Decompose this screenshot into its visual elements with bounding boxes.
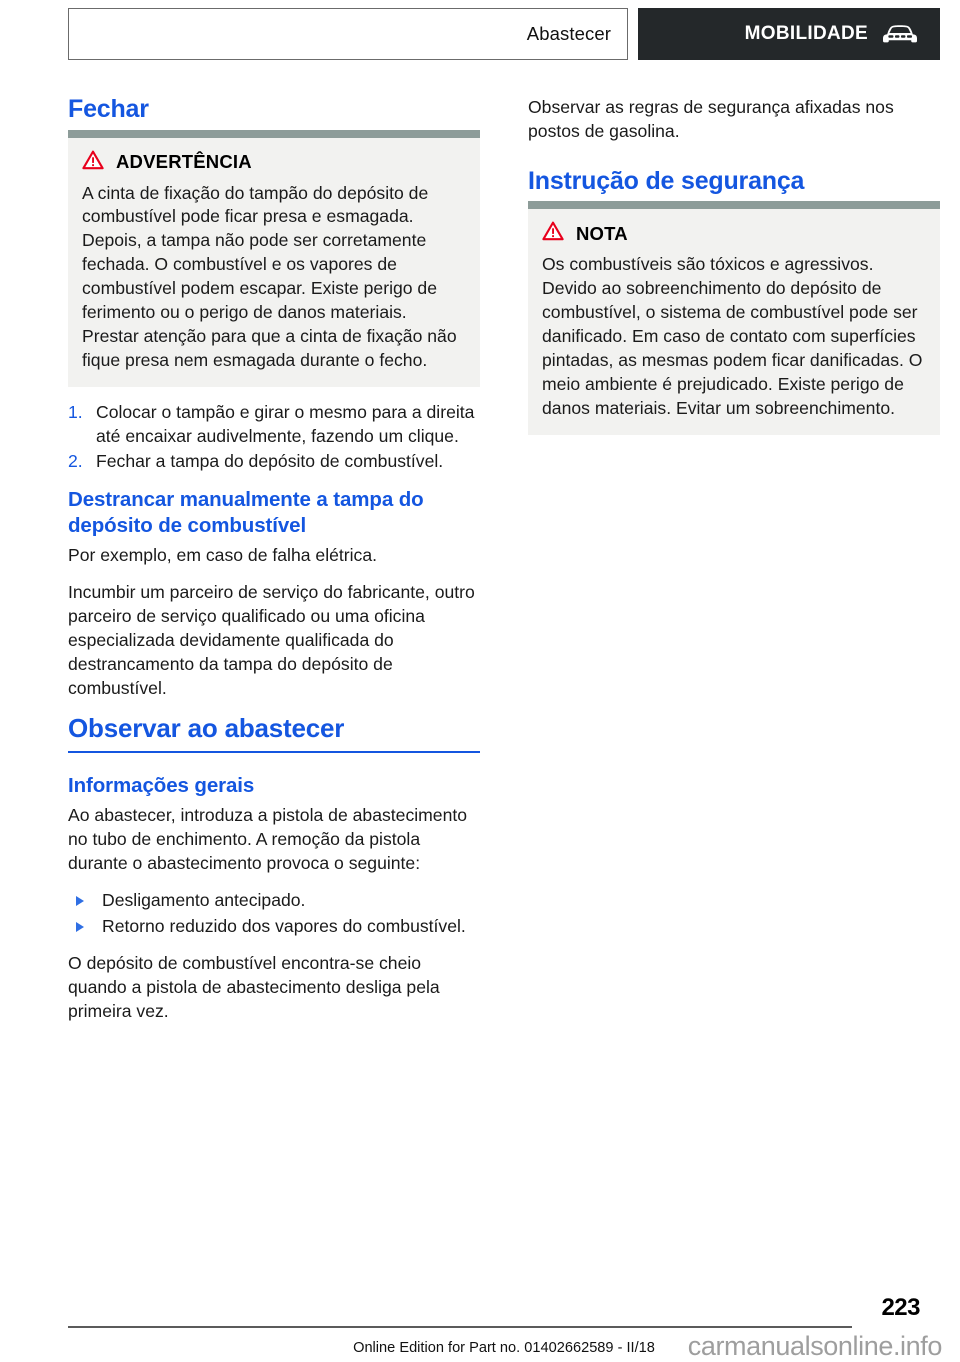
- note-box-top-bar: [528, 201, 940, 209]
- breadcrumb-tab-label: Abastecer: [526, 23, 611, 44]
- bullet-text: Retorno reduzido dos vapores do combustível.: [102, 916, 466, 937]
- bullet-text: Desligamento antecipado.: [102, 890, 306, 911]
- page-footer: [68, 1272, 940, 1362]
- warning-triangle-icon: [542, 221, 564, 246]
- list-item: [68, 401, 480, 449]
- note-box: [528, 201, 940, 434]
- list-item: [68, 915, 480, 939]
- page-title-fechar: Fechar: [68, 95, 149, 123]
- warning-label: ADVERTÊNCIA: [116, 151, 252, 172]
- page-title-observar: Observar ao abastecer: [68, 714, 480, 754]
- step-number: 2.: [68, 450, 83, 471]
- page-title-instrucao: Instrução de segurança: [528, 166, 805, 195]
- left-column: [68, 96, 480, 1024]
- note-text: Os combustíveis são tóxicos e agressivos. Devido ao sobreenchimento do depósito de combustível, o sistema de combustível pode ser danificado. Em caso de contato com superfícies pintadas, as mesmas podem ficar danificadas. O meio ambiente é prejudicado. Existe perigo de danos materiais. Evitar um sobreenchimento.: [542, 254, 923, 418]
- page-number: 223: [881, 1294, 920, 1321]
- section-tab[interactable]: [638, 8, 940, 60]
- list-item: [68, 889, 480, 913]
- page-content: [68, 96, 940, 1024]
- general-paragraph-2: O depósito de combustível encontra-se cheio quando a pistola de abastecimento desliga pela primeira vez.: [68, 953, 440, 1021]
- warning-triangle-icon: [82, 150, 104, 175]
- unlock-paragraph-1: Por exemplo, em caso de falha elétrica.: [68, 545, 378, 566]
- subheading-general-info: Informações gerais: [68, 774, 255, 798]
- list-item: [68, 450, 480, 474]
- section-tab-label: MOBILIDADE: [744, 23, 868, 44]
- triangle-bullet-icon: [76, 922, 84, 932]
- closing-steps-list: [68, 401, 480, 474]
- note-label-row: [542, 221, 926, 246]
- step-number: 1.: [68, 401, 83, 422]
- warning-box: [68, 130, 480, 387]
- warning-label-row: [82, 150, 466, 175]
- right-column: [528, 96, 940, 449]
- general-paragraph-1: Ao abastecer, introduza a pistola de abastecimento no tubo de enchimento. A remoção da pistola durante o abastecimento provoca o seguinte:: [68, 805, 468, 874]
- unlock-paragraph-2: Incumbir um parceiro de serviço do fabricante, outro parceiro de serviço qualificado ou uma oficina especializada devidamente qualificada do destrancamento da tampa do depósito de combustível.: [68, 582, 475, 698]
- right-intro-paragraph: Observar as regras de segurança afixadas nos postos de gasolina.: [528, 97, 894, 141]
- triangle-bullet-icon: [76, 896, 84, 906]
- footer-divider: [68, 1326, 852, 1328]
- step-text: Colocar o tampão e girar o mesmo para a direita até encaixar audivelmente, fazendo um clique.: [96, 401, 475, 446]
- edition-text: Online Edition for Part no. 01402662589 - II/18: [353, 1340, 655, 1356]
- warning-box-top-bar: [68, 130, 480, 138]
- page-header: [68, 8, 940, 60]
- note-label: NOTA: [576, 222, 628, 244]
- subheading-unlock-fuel-flap: Destrancar manualmente a tampa do depósito de combustível: [68, 487, 424, 537]
- warning-text: A cinta de fixação do tampão do depósito de combustível pode ficar presa e esmagada. Depois, a tampa não pode ser corretamente fechada. O combustível e os vapores de combustível podem escapar. Existe perigo de ferimento ou o perigo de danos materiais. Prestar atenção para que a cinta de fixação não fique presa nem esmagada durante o fecho.: [82, 182, 457, 370]
- refuel-effects-list: [68, 889, 480, 939]
- breadcrumb-tab[interactable]: [68, 8, 628, 60]
- step-text: Fechar a tampa do depósito de combustível.: [96, 450, 444, 471]
- car-front-icon: [882, 23, 918, 45]
- watermark-text: carmanualsonline.info: [687, 1331, 942, 1361]
